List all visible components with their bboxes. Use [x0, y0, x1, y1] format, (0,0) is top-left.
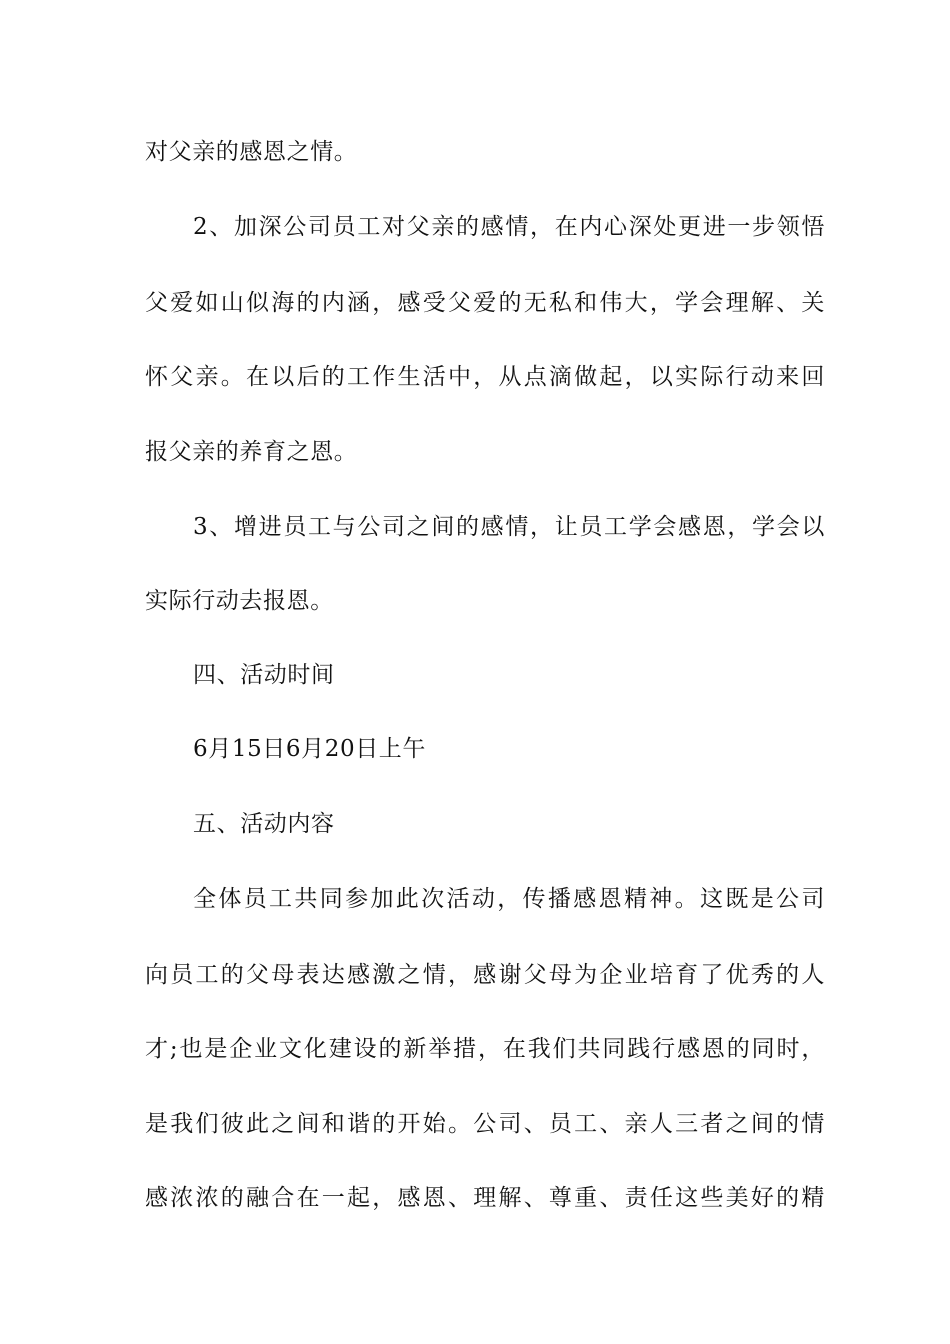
text-line-15: 感浓浓的融合在一起，感恩、理解、尊重、责任这些美好的精	[145, 1185, 825, 1211]
text-line-14: 是我们彼此之间和谐的开始。公司、员工、亲人三者之间的情	[145, 1111, 825, 1137]
section-heading-activity-time: 四、活动时间	[193, 662, 335, 688]
text-line-4: 怀父亲。在以后的工作生活中，从点滴做起，以实际行动来回	[145, 364, 825, 390]
text-line-5: 报父亲的养育之恩。	[145, 439, 358, 465]
text-line-6: 3、增进员工与公司之间的感情，让员工学会感恩，学会以	[193, 514, 825, 540]
text-line-3: 父爱如山似海的内涵，感受父爱的无私和伟大，学会理解、关	[145, 290, 825, 316]
text-line-12: 向员工的父母表达感激之情，感谢父母为企业培育了优秀的人	[145, 962, 825, 988]
text-line-1: 对父亲的感恩之情。	[145, 139, 358, 165]
activity-date-text: 6月15日6月20日上午	[193, 736, 426, 762]
text-line-13: 才;也是企业文化建设的新举措，在我们共同践行感恩的同时，	[145, 1036, 825, 1062]
text-line-2: 2、加深公司员工对父亲的感情，在内心深处更进一步领悟	[193, 214, 825, 240]
text-line-7: 实际行动去报恩。	[145, 588, 334, 614]
section-heading-activity-content: 五、活动内容	[193, 811, 335, 837]
text-line-11: 全体员工共同参加此次活动，传播感恩精神。这既是公司	[193, 886, 825, 912]
